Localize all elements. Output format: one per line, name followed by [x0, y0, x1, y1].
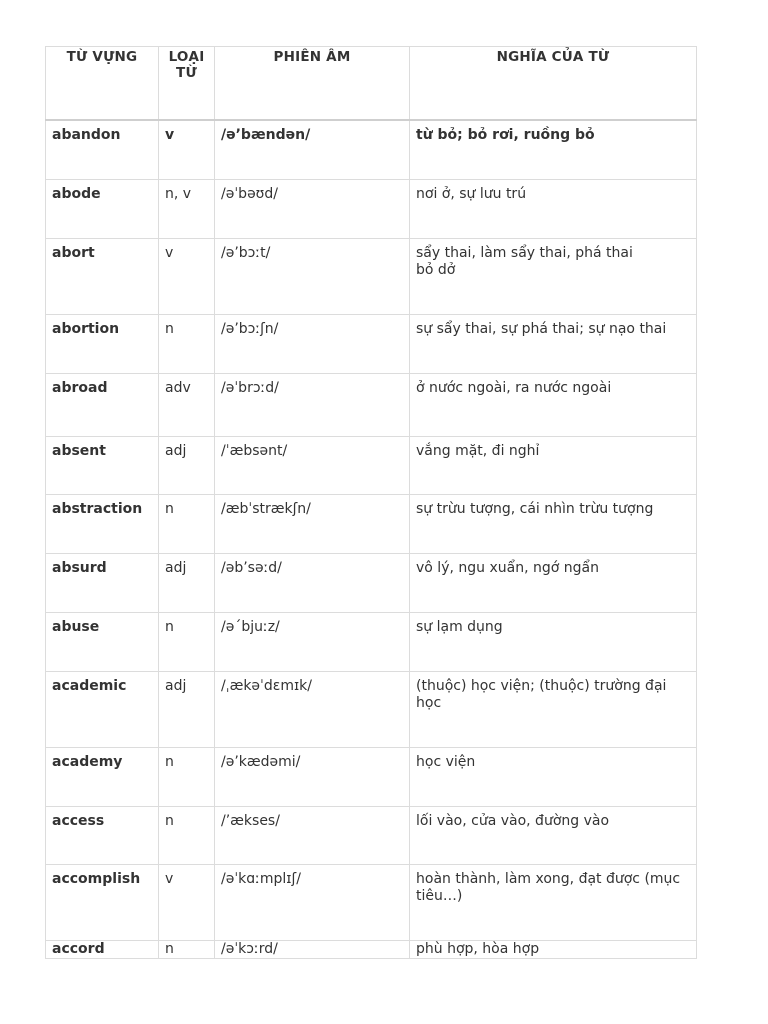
phonetic-cell: /əˈkɔːrd/: [215, 940, 410, 958]
meaning-cell: sự lạm dụng: [410, 612, 697, 671]
phonetic-cell: /əb’səːd/: [215, 553, 410, 612]
meaning-cell: [410, 238, 697, 314]
word-cell: abroad: [46, 373, 159, 436]
meaning-cell: lối vào, cửa vào, đường vào: [410, 806, 697, 864]
word-cell: accord: [46, 940, 159, 958]
word-cell: academy: [46, 747, 159, 806]
table-row: [46, 864, 697, 940]
phonetic-cell: /əˈbrɔːd/: [215, 373, 410, 436]
type-cell: adj: [159, 671, 215, 747]
type-cell: v: [159, 864, 215, 940]
phonetic-cell: /’ækses/: [215, 806, 410, 864]
table-row: [46, 553, 697, 612]
word-cell: abort: [46, 238, 159, 314]
type-cell: adv: [159, 373, 215, 436]
word-cell: absurd: [46, 553, 159, 612]
table-row: [46, 494, 697, 553]
table-row: [46, 373, 697, 436]
table-row: [46, 179, 697, 238]
word-cell: academic: [46, 671, 159, 747]
meaning-cell: ở nước ngoài, ra nước ngoài: [410, 373, 697, 436]
phonetic-cell: /əˈkɑːmplɪʃ/: [215, 864, 410, 940]
meaning-cell: sự trừu tượng, cái nhìn trừu tượng: [410, 494, 697, 553]
word-cell: abortion: [46, 314, 159, 373]
table-header-row: [46, 47, 697, 121]
phonetic-cell: /ə’bɔːt/: [215, 238, 410, 314]
word-cell: access: [46, 806, 159, 864]
type-cell: n: [159, 747, 215, 806]
word-cell: accomplish: [46, 864, 159, 940]
table-row: [46, 806, 697, 864]
type-cell: n: [159, 314, 215, 373]
table-row: [46, 940, 697, 958]
phonetic-cell: /ə’bændən/: [215, 120, 410, 179]
header-type-line1: LOẠI: [168, 49, 205, 65]
meaning-cell: học viện: [410, 747, 697, 806]
meaning-cell: từ bỏ; bỏ rơi, ruồng bỏ: [410, 120, 697, 179]
meaning-cell: phù hợp, hòa hợp: [410, 940, 697, 958]
type-cell: n, v: [159, 179, 215, 238]
word-cell: abuse: [46, 612, 159, 671]
table-row: [46, 612, 697, 671]
table-row: [46, 436, 697, 494]
type-cell: v: [159, 238, 215, 314]
phonetic-cell: /ˈæbsənt/: [215, 436, 410, 494]
table-row: [46, 747, 697, 806]
type-cell: adj: [159, 553, 215, 612]
meaning-line: bỏ dở: [416, 261, 456, 278]
word-cell: abstraction: [46, 494, 159, 553]
header-word: TỪ VỰNG: [46, 47, 159, 121]
meaning-cell: vô lý, ngu xuẩn, ngớ ngẩn: [410, 553, 697, 612]
meaning-cell: nơi ở, sự lưu trú: [410, 179, 697, 238]
phonetic-cell: /ˌækəˈdɛmɪk/: [215, 671, 410, 747]
phonetic-cell: /əˈbəʊd/: [215, 179, 410, 238]
word-cell: abandon: [46, 120, 159, 179]
meaning-line: sẩy thai, làm sẩy thai, phá thai: [416, 244, 633, 261]
word-cell: abode: [46, 179, 159, 238]
table-row: [46, 238, 697, 314]
word-cell: absent: [46, 436, 159, 494]
type-cell: n: [159, 806, 215, 864]
type-cell: n: [159, 494, 215, 553]
phonetic-cell: /æbˈstrækʃn/: [215, 494, 410, 553]
type-cell: v: [159, 120, 215, 179]
table-row: [46, 671, 697, 747]
phonetic-cell: /əˊbjuːz/: [215, 612, 410, 671]
meaning-cell: sự sẩy thai, sự phá thai; sự nạo thai: [410, 314, 697, 373]
meaning-cell: hoàn thành, làm xong, đạt được (mục tiêu…): [410, 864, 697, 940]
table-row: [46, 120, 697, 179]
header-type: [159, 47, 215, 121]
vocabulary-table: [45, 46, 697, 959]
header-phonetic: PHIÊN ÂM: [215, 47, 410, 121]
meaning-cell: (thuộc) học viện; (thuộc) trường đại học: [410, 671, 697, 747]
table-row: [46, 314, 697, 373]
type-cell: n: [159, 940, 215, 958]
type-cell: n: [159, 612, 215, 671]
phonetic-cell: /ə’bɔːʃn/: [215, 314, 410, 373]
header-type-line2: TỪ: [176, 65, 197, 81]
phonetic-cell: /ə’kædəmi/: [215, 747, 410, 806]
header-meaning: NGHĨA CỦA TỪ: [410, 47, 697, 121]
meaning-cell: vắng mặt, đi nghỉ: [410, 436, 697, 494]
type-cell: adj: [159, 436, 215, 494]
